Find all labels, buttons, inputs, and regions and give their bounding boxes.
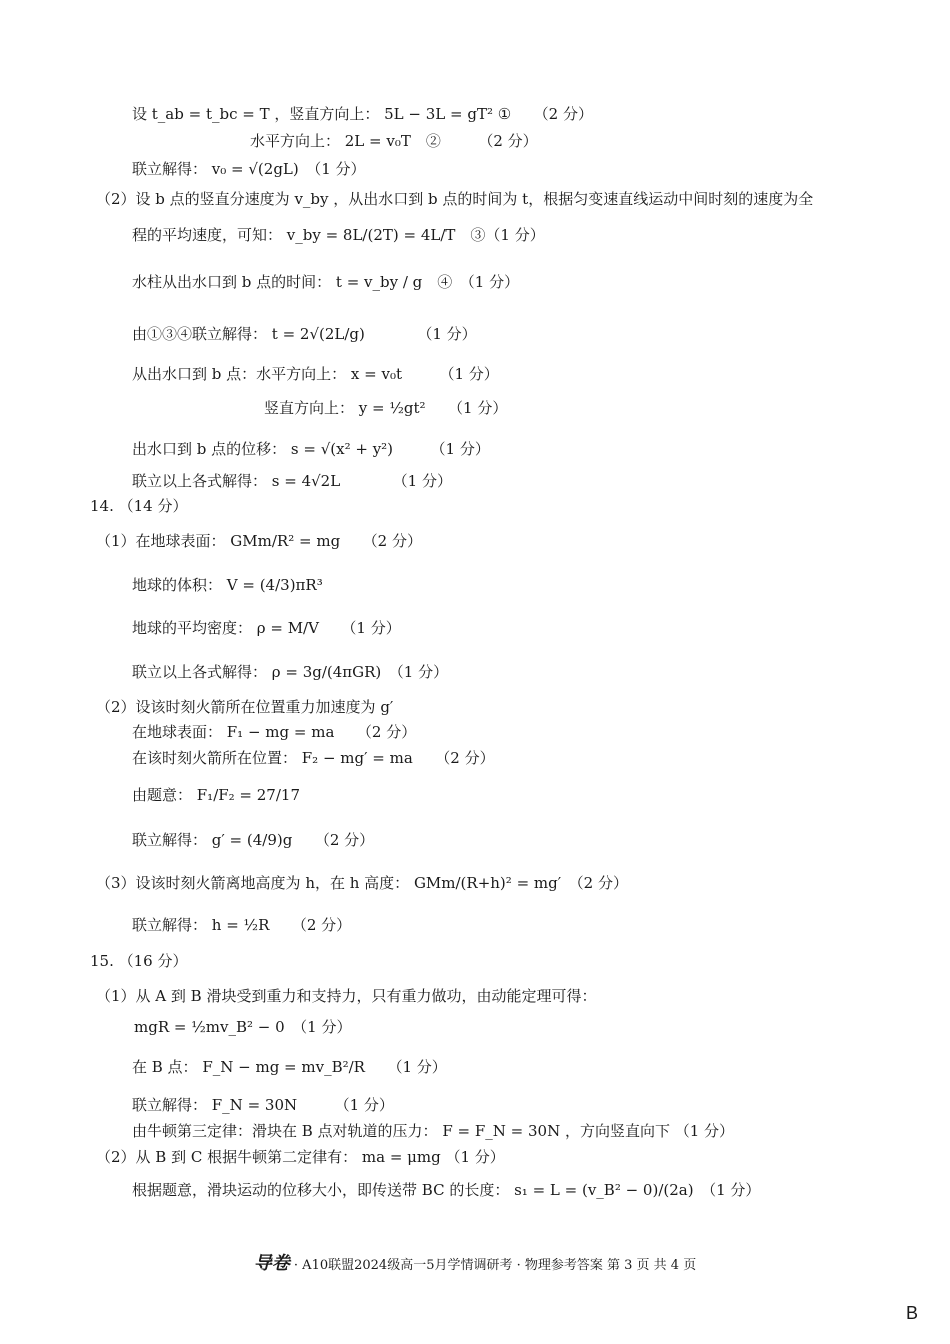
answer-line: 联立以上各式解得： ρ = 3g/(4πGR) （1 分） (132, 663, 449, 681)
answer-line: 水平方向上： 2L = v₀T ② （2 分） (250, 132, 538, 150)
answer-line: 根据题意，滑块运动的位移大小，即传送带 BC 的长度： s₁ = L = (v_B² − 0)/(2a) （1 分） (132, 1181, 761, 1199)
answer-line: 出水口到 b 点的位移： s = √(x² + y²) （1 分） (132, 440, 490, 458)
answer-line: 联立以上各式解得： s = 4√2L （1 分） (132, 472, 452, 490)
answer-line: 联立解得： F_N = 30N （1 分） (132, 1096, 394, 1114)
answer-line: 程的平均速度，可知： v_by = 8L/(2T) = 4L/T ③（1 分） (132, 226, 545, 244)
answer-line: （1）在地球表面： GMm/R² = mg （2 分） (96, 532, 422, 550)
answer-line: 14. （14 分） (90, 497, 188, 515)
answer-line: 竖直方向上： y = ½gt² （1 分） (264, 399, 508, 417)
answer-line: （2）设该时刻火箭所在位置重力加速度为 g′ (96, 698, 394, 716)
answer-line: 在 B 点： F_N − mg = mv_B²/R （1 分） (132, 1058, 447, 1076)
answer-line: 由①③④联立解得： t = 2√(2L/g) （1 分） (132, 325, 477, 343)
answer-line: 在地球表面： F₁ − mg = ma （2 分） (132, 723, 417, 741)
page-footer (0, 1249, 950, 1275)
answer-line: 地球的体积： V = (4/3)πR³ (132, 576, 323, 594)
answer-line: （2）设 b 点的竖直分速度为 v_by ，从出水口到 b 点的时间为 t，根据匀变速直线运动中间时刻的速度为全 (96, 190, 814, 208)
brand-logo: 导卷 (253, 1253, 290, 1274)
answer-line: 由题意： F₁/F₂ = 27/17 (132, 786, 300, 804)
answer-line: mgR = ½mv_B² − 0 （1 分） (134, 1018, 352, 1036)
answer-line: （1）从 A 到 B 滑块受到重力和支持力，只有重力做功，由动能定理可得： (96, 987, 597, 1005)
answer-line: 地球的平均密度： ρ = M/V （1 分） (132, 619, 401, 637)
footer-text: · A10联盟2024级高一5月学情调研考 · 物理参考答案 第 3 页 共 4 页 (293, 1258, 697, 1273)
answer-line: 在该时刻火箭所在位置： F₂ − mg′ = ma （2 分） (132, 749, 495, 767)
answer-line: 设 t_ab = t_bc = T ，竖直方向上： 5L − 3L = gT² ① （2 分） (132, 105, 593, 123)
answer-line: 由牛顿第三定律：滑块在 B 点对轨道的压力： F = F_N = 30N ，方向竖直向下 （1 分） (132, 1122, 735, 1140)
answer-line: 从出水口到 b 点：水平方向上： x = v₀t （1 分） (132, 365, 499, 383)
corner-label: B (906, 1303, 919, 1323)
answer-line: 联立解得： v₀ = √(2gL) （1 分） (132, 160, 366, 178)
answer-line: 联立解得： h = ½R （2 分） (132, 916, 352, 934)
answer-line: （2）从 B 到 C 根据牛顿第二定律有： ma = μmg （1 分） (96, 1148, 505, 1166)
answer-line: 水柱从出水口到 b 点的时间： t = v_by / g ④ （1 分） (132, 273, 520, 291)
answer-line: （3）设该时刻火箭离地高度为 h，在 h 高度： GMm/(R+h)² = mg′ （2 分） (96, 874, 628, 892)
answer-line: 15. （16 分） (90, 952, 188, 970)
answer-line: 联立解得： g′ = (4/9)g （2 分） (132, 831, 375, 849)
